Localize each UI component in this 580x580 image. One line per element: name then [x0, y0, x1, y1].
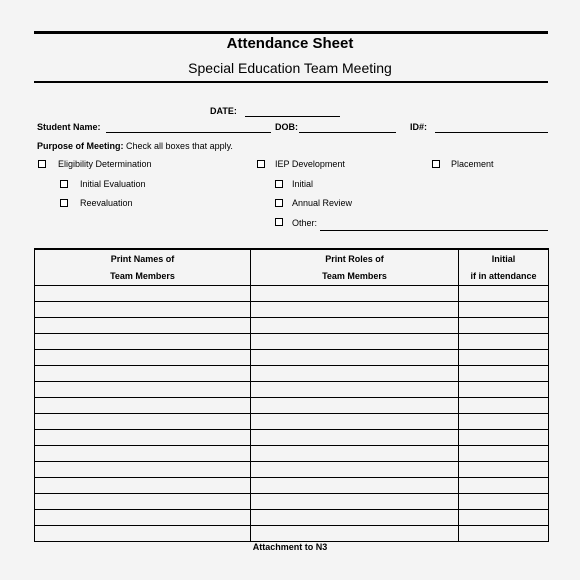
iep-initial-checkbox[interactable]: [275, 180, 283, 188]
placement-label: Placement: [451, 159, 494, 169]
table-body: [35, 286, 549, 542]
role-cell[interactable]: [251, 510, 459, 526]
table-row: [35, 446, 549, 462]
table-row: [35, 350, 549, 366]
initial-cell[interactable]: [459, 366, 549, 382]
names-header-line2: Team Members: [110, 270, 175, 281]
names-column-header: [35, 249, 251, 286]
initial-header-line1: Initial: [491, 253, 516, 264]
name-cell[interactable]: [35, 414, 251, 430]
role-cell[interactable]: [251, 366, 459, 382]
table-header-row: [35, 249, 549, 286]
page-title: Attendance Sheet: [226, 35, 354, 52]
header-rule: [34, 81, 548, 83]
dob-label: DOB:: [275, 122, 298, 132]
role-cell[interactable]: [251, 382, 459, 398]
initial-cell[interactable]: [459, 350, 549, 366]
id-field[interactable]: [435, 132, 548, 133]
table-row: [35, 398, 549, 414]
purpose-label: Purpose of Meeting:: [37, 141, 124, 151]
table-row: [35, 462, 549, 478]
initial-cell[interactable]: [459, 382, 549, 398]
student-name-field[interactable]: [106, 132, 271, 133]
page-subtitle: Special Education Team Meeting: [188, 60, 392, 76]
initial-cell[interactable]: [459, 286, 549, 302]
reevaluation-label: Reevaluation: [80, 198, 133, 208]
table-row: [35, 334, 549, 350]
role-cell[interactable]: [251, 334, 459, 350]
date-label: DATE:: [210, 106, 237, 116]
initial-cell[interactable]: [459, 478, 549, 494]
table-row: [35, 366, 549, 382]
initial-cell[interactable]: [459, 318, 549, 334]
top-rule: [34, 31, 548, 34]
initial-cell[interactable]: [459, 526, 549, 542]
date-field[interactable]: [245, 116, 340, 117]
initial-cell[interactable]: [459, 430, 549, 446]
id-label: ID#:: [410, 122, 428, 132]
initial-cell[interactable]: [459, 462, 549, 478]
roles-column-header: [251, 249, 459, 286]
initial-cell[interactable]: [459, 510, 549, 526]
initial-cell[interactable]: [459, 446, 549, 462]
eligibility-checkbox[interactable]: [38, 160, 46, 168]
name-cell[interactable]: [35, 510, 251, 526]
iep-development-checkbox[interactable]: [257, 160, 265, 168]
role-cell[interactable]: [251, 462, 459, 478]
table-row: [35, 302, 549, 318]
role-cell[interactable]: [251, 350, 459, 366]
initial-evaluation-checkbox[interactable]: [60, 180, 68, 188]
name-cell[interactable]: [35, 286, 251, 302]
table-row: [35, 526, 549, 542]
annual-review-checkbox[interactable]: [275, 199, 283, 207]
purpose-line: [37, 141, 233, 151]
name-cell[interactable]: [35, 366, 251, 382]
name-cell[interactable]: [35, 318, 251, 334]
name-cell[interactable]: [35, 462, 251, 478]
role-cell[interactable]: [251, 478, 459, 494]
other-checkbox[interactable]: [275, 218, 283, 226]
name-cell[interactable]: [35, 494, 251, 510]
table-row: [35, 286, 549, 302]
roles-header-line1: Print Roles of: [325, 253, 384, 264]
role-cell[interactable]: [251, 318, 459, 334]
name-cell[interactable]: [35, 398, 251, 414]
annual-review-label: Annual Review: [292, 198, 353, 208]
table-row: [35, 510, 549, 526]
footer-attachment: Attachment to N3: [252, 542, 328, 552]
initial-cell[interactable]: [459, 414, 549, 430]
eligibility-label: Eligibility Determination: [58, 159, 152, 169]
initial-cell[interactable]: [459, 398, 549, 414]
initial-cell[interactable]: [459, 334, 549, 350]
other-label: Other:: [292, 218, 318, 228]
role-cell[interactable]: [251, 414, 459, 430]
name-cell[interactable]: [35, 302, 251, 318]
iep-development-label: IEP Development: [275, 159, 345, 169]
purpose-instruction: Check all boxes that apply.: [126, 141, 233, 151]
role-cell[interactable]: [251, 302, 459, 318]
other-field[interactable]: [320, 230, 548, 231]
name-cell[interactable]: [35, 430, 251, 446]
initial-cell[interactable]: [459, 494, 549, 510]
name-cell[interactable]: [35, 382, 251, 398]
name-cell[interactable]: [35, 334, 251, 350]
table-row: [35, 430, 549, 446]
initial-header-line2: if in attendance: [470, 270, 537, 281]
role-cell[interactable]: [251, 526, 459, 542]
table-row: [35, 478, 549, 494]
roles-header-line2: Team Members: [322, 270, 387, 281]
role-cell[interactable]: [251, 398, 459, 414]
role-cell[interactable]: [251, 286, 459, 302]
table-row: [35, 414, 549, 430]
reevaluation-checkbox[interactable]: [60, 199, 68, 207]
role-cell[interactable]: [251, 446, 459, 462]
role-cell[interactable]: [251, 430, 459, 446]
name-cell[interactable]: [35, 478, 251, 494]
student-name-label: Student Name:: [37, 122, 101, 132]
iep-initial-label: Initial: [292, 179, 314, 189]
role-cell[interactable]: [251, 494, 459, 510]
table-row: [35, 494, 549, 510]
initial-column-header: [459, 249, 549, 286]
name-cell[interactable]: [35, 446, 251, 462]
dob-field[interactable]: [299, 132, 396, 133]
name-cell[interactable]: [35, 350, 251, 366]
name-cell[interactable]: [35, 526, 251, 542]
names-header-line1: Print Names of: [110, 253, 175, 264]
table-row: [35, 382, 549, 398]
table-row: [35, 318, 549, 334]
initial-evaluation-label: Initial Evaluation: [80, 179, 146, 189]
placement-checkbox[interactable]: [432, 160, 440, 168]
attendance-table: [34, 248, 549, 542]
initial-cell[interactable]: [459, 302, 549, 318]
